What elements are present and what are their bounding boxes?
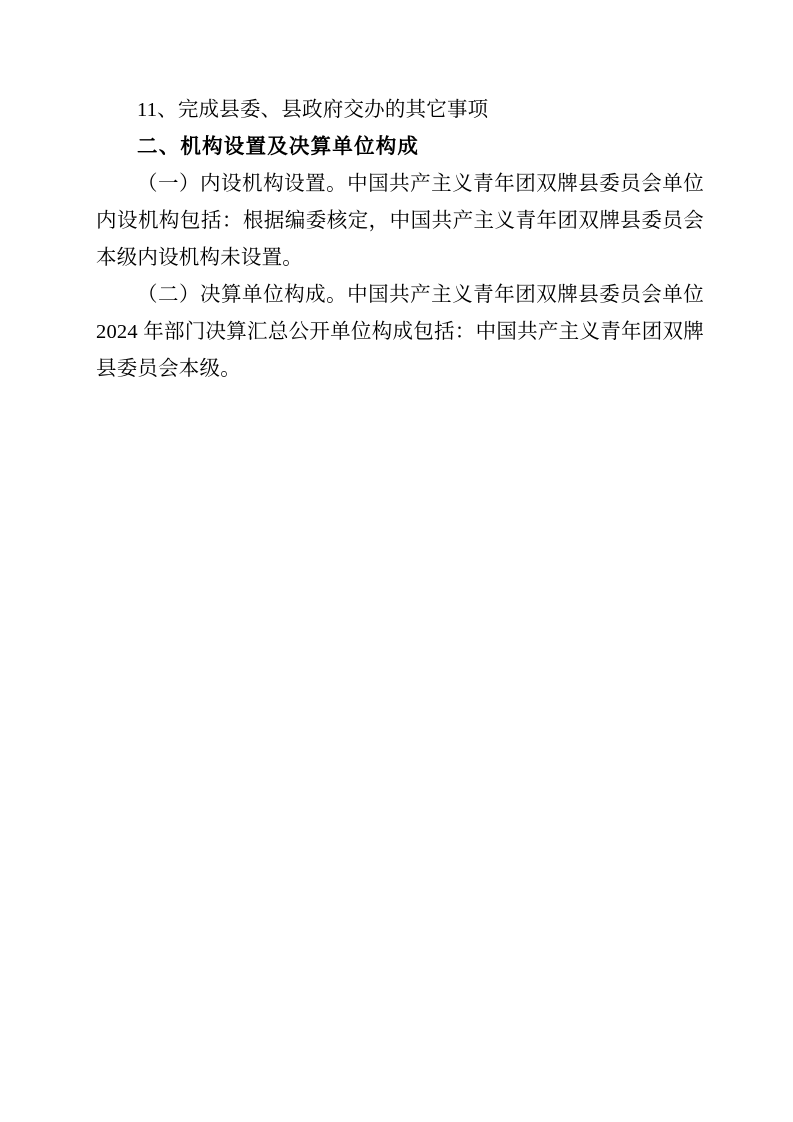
list-item-11: 11、完成县委、县政府交办的其它事项 <box>137 99 489 121</box>
paragraph-internal-organization: （一）内设机构设置。中国共产主义青年团双牌县委员会单位内设机构包括：根据编委核定，中国共产主义青年团双牌县委员会本级内设机构未设置。 <box>96 173 704 269</box>
document-body <box>96 92 710 388</box>
paragraph-final-account-units: （二）决算单位构成。中国共产主义青年团双牌县委员会单位 2024 年部门决算汇总公开单位构成包括：中国共产主义青年团双牌县委员会本级。 <box>96 284 710 380</box>
section-heading-organization-setup: 二、机构设置及决算单位构成 <box>137 136 420 158</box>
